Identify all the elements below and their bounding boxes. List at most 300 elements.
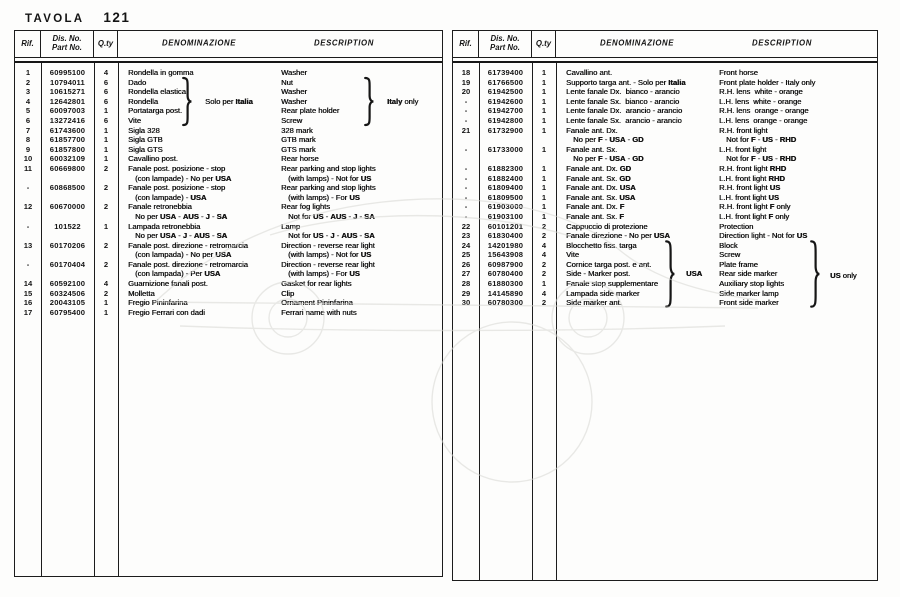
text-line: Not for F - US - RHD xyxy=(726,154,797,164)
table-row xyxy=(15,68,442,78)
rif-cell: 23 xyxy=(461,231,471,241)
text-line: Lente fanale Sx. arancio - arancio xyxy=(566,115,682,125)
part-number-cell: 61942500 xyxy=(487,87,524,97)
row-text-cell xyxy=(556,164,877,174)
description-cell xyxy=(281,298,353,308)
text-line: Side marker lamp xyxy=(719,288,779,298)
rif-cell: 14 xyxy=(23,279,33,289)
text-line: Fanale post. direzione - retromarcia xyxy=(128,240,248,250)
text-line: Fanale ant. Sx. F xyxy=(566,211,624,221)
description-cell xyxy=(281,279,351,289)
text-line: Fanale ant. Sx. xyxy=(566,144,618,154)
table-row xyxy=(453,68,877,78)
description-cell xyxy=(281,202,375,221)
text-line: Screw xyxy=(281,115,303,125)
part-number-cell: 61830400 xyxy=(487,231,524,241)
text-line: Cavallino ant. xyxy=(566,68,613,77)
part-number-cell: 61882300 xyxy=(487,163,524,173)
text-line: Rear parking and stop lights xyxy=(281,183,376,193)
part-number-cell: 61766500 xyxy=(487,77,524,87)
qty-cell: 1 xyxy=(541,125,547,135)
table-row xyxy=(15,202,442,221)
col-header-partno: Dis. No. Part No. xyxy=(479,31,532,57)
description-cell xyxy=(281,126,313,136)
row-text-cell xyxy=(556,87,877,97)
part-number-cell: 60669800 xyxy=(49,163,86,173)
rif-cell: 16 xyxy=(23,298,33,308)
description-cell xyxy=(719,269,777,279)
qty-cell: 1 xyxy=(541,115,547,125)
brace-icon xyxy=(363,77,374,126)
description-cell xyxy=(719,298,779,308)
text-line: Blocchetto fiss. targa xyxy=(566,240,637,250)
part-number-cell: 60670000 xyxy=(49,202,86,212)
text-line: Rear fog lights xyxy=(281,202,330,212)
part-number-cell: 60324506 xyxy=(49,288,86,298)
part-number-cell: 61942600 xyxy=(487,96,524,106)
description-cell xyxy=(719,174,785,184)
table-row xyxy=(15,154,442,164)
description-cell xyxy=(281,183,376,202)
row-text-cell xyxy=(556,289,877,299)
table-row xyxy=(15,222,442,241)
text-line: Auxiliary stop lights xyxy=(719,279,784,289)
rif-cell: - xyxy=(464,202,468,212)
row-text-cell xyxy=(556,68,877,78)
table-row xyxy=(453,164,877,174)
text-line: R.H. lens orange - orange xyxy=(719,106,809,116)
qty-cell: 1 xyxy=(103,298,109,308)
rif-cell: 7 xyxy=(25,125,31,135)
text-line: Fregio Ferrari con dadi xyxy=(128,307,205,317)
rif-cell: 22 xyxy=(461,221,471,231)
text-line: (with lamps) - Not for US xyxy=(288,250,372,260)
qty-cell: 1 xyxy=(541,173,547,183)
qty-cell: 1 xyxy=(541,77,547,87)
description-cell xyxy=(719,97,801,107)
table-row xyxy=(15,279,442,289)
parts-table-left xyxy=(14,30,443,577)
part-number-cell: 60101201 xyxy=(487,221,524,231)
text-line: Lente fanale Dx. arancio - arancio xyxy=(566,106,683,116)
part-number-cell: 13272416 xyxy=(49,115,86,125)
description-cell xyxy=(719,231,807,241)
qty-cell: 1 xyxy=(103,154,109,164)
text-line: Fanale ant. Sx. GD xyxy=(566,173,631,183)
row-text-cell xyxy=(556,78,877,88)
text-line: Lente fanale Dx. bianco - arancio xyxy=(566,87,680,97)
part-number-cell: 61903100 xyxy=(487,211,524,221)
part-number-cell: 60170206 xyxy=(49,240,86,250)
text-line: Front horse xyxy=(719,68,758,77)
qty-cell: 1 xyxy=(541,202,547,212)
row-text-cell xyxy=(118,289,442,299)
table-row xyxy=(15,116,442,126)
description-cell xyxy=(281,289,294,299)
row-text-cell xyxy=(118,183,442,202)
text-line: Fanale ant. Sx. USA xyxy=(566,192,636,202)
description-cell xyxy=(719,164,786,174)
row-text-cell xyxy=(118,68,442,78)
group-label-solo-per-italia: Solo per Italia xyxy=(205,97,253,106)
qty-cell: 2 xyxy=(541,221,547,231)
qty-cell: 6 xyxy=(103,115,109,125)
qty-cell: 2 xyxy=(103,183,109,193)
rif-cell: - xyxy=(464,144,468,154)
qty-cell: 2 xyxy=(103,202,109,212)
row-text-cell xyxy=(118,87,442,97)
text-line: R.H. front light xyxy=(719,125,768,135)
rif-cell: 26 xyxy=(461,259,471,269)
col-header-description: DESCRIPTION xyxy=(752,38,812,48)
qty-cell: 2 xyxy=(541,259,547,269)
text-line: Nut xyxy=(281,77,293,87)
table-row xyxy=(453,174,877,184)
table-row xyxy=(453,193,877,203)
rif-cell: 30 xyxy=(461,298,471,308)
rif-cell: 27 xyxy=(461,269,471,279)
part-number-cell: 60987900 xyxy=(487,259,524,269)
description-cell xyxy=(719,202,790,212)
row-text-cell xyxy=(556,126,877,145)
text-line: Plate frame xyxy=(719,259,758,269)
row-text-cell xyxy=(556,97,877,107)
part-number-cell: 60592100 xyxy=(49,279,86,289)
qty-cell: 1 xyxy=(103,125,109,135)
group-label-italy-only: Italy only xyxy=(387,97,419,106)
qty-cell: 4 xyxy=(541,288,547,298)
part-number-cell: 60097003 xyxy=(49,106,86,116)
text-line: Rear horse xyxy=(281,154,319,164)
table-row xyxy=(453,212,877,222)
row-text-cell xyxy=(118,135,442,145)
row-text-cell xyxy=(556,241,877,251)
qty-cell: 1 xyxy=(541,163,547,173)
text-line: Not for US - AUS - J - SA xyxy=(288,211,375,221)
rif-cell: 21 xyxy=(461,125,471,135)
text-line: (with lamps) - For US xyxy=(288,269,360,279)
rif-cell: 15 xyxy=(23,288,33,298)
text-line: Molletta xyxy=(128,288,155,298)
text-line: Fanale ant. Dx. F xyxy=(566,202,625,212)
description-cell xyxy=(719,106,809,116)
qty-cell: 1 xyxy=(541,183,547,193)
group-brace xyxy=(664,240,675,308)
row-text-cell xyxy=(118,241,442,260)
text-line: GTS mark xyxy=(281,144,316,154)
rif-cell: 3 xyxy=(25,87,31,97)
table-row xyxy=(453,97,877,107)
table-row xyxy=(15,308,442,318)
row-text-cell xyxy=(556,106,877,116)
text-line: R.H. front light RHD xyxy=(719,163,787,173)
qty-cell: 1 xyxy=(103,106,109,116)
table-row xyxy=(15,241,442,260)
text-line: Direction light - Not for US xyxy=(719,231,808,241)
qty-cell: 1 xyxy=(103,135,109,145)
text-line: Vite xyxy=(128,115,141,125)
tavola-number: 121 xyxy=(103,10,131,25)
qty-cell: 1 xyxy=(103,144,109,154)
qty-cell: 1 xyxy=(103,221,109,231)
description-cell xyxy=(281,145,316,155)
table-row xyxy=(15,106,442,116)
row-text-cell xyxy=(556,222,877,232)
part-number-cell: 61942800 xyxy=(487,115,524,125)
text-line: Rear plate holder xyxy=(281,106,340,116)
text-line: L.H. lens white - orange xyxy=(719,96,802,106)
row-text-cell xyxy=(118,116,442,126)
row-text-cell xyxy=(556,193,877,203)
qty-cell: 1 xyxy=(103,307,109,317)
description-cell xyxy=(719,116,807,126)
description-cell xyxy=(719,193,779,203)
description-cell xyxy=(281,97,307,107)
parts-table-right xyxy=(452,30,878,581)
col-header-denominazione: DENOMINAZIONE xyxy=(599,38,675,48)
description-cell xyxy=(281,154,319,164)
text-line: Washer xyxy=(281,87,307,97)
text-line: Lente fanale Sx. bianco - arancio xyxy=(566,96,680,106)
description-cell xyxy=(281,308,357,318)
table-row xyxy=(15,78,442,88)
text-line: (con lampade) - USA xyxy=(135,192,207,202)
row-text-cell xyxy=(556,298,877,308)
table-row xyxy=(15,164,442,183)
text-line: Dado xyxy=(128,77,147,87)
row-text-cell xyxy=(118,279,442,289)
tavola-label: TAVOLA xyxy=(25,13,85,25)
text-line: Front plate holder - Italy only xyxy=(719,77,816,87)
text-line: No per F - USA - GD xyxy=(573,135,644,145)
part-number-cell: 61857700 xyxy=(49,135,86,145)
qty-cell: 2 xyxy=(541,298,547,308)
text-line: No per USA - J - AUS - SA xyxy=(135,231,228,241)
description-cell xyxy=(281,87,307,97)
rif-cell: - xyxy=(464,183,468,193)
part-number-cell: 60795400 xyxy=(49,307,86,317)
text-line: Fanale direzione - No per USA xyxy=(566,231,670,241)
table-row xyxy=(15,87,442,97)
group-label-us-only: US only xyxy=(830,271,857,280)
row-text-cell xyxy=(556,279,877,289)
text-line: Sigla 328 xyxy=(128,125,160,135)
part-number-cell: 20043105 xyxy=(49,298,86,308)
rif-cell: - xyxy=(26,221,30,231)
table-body xyxy=(453,63,877,580)
part-number-cell: 61809400 xyxy=(487,183,524,193)
rif-cell: 25 xyxy=(461,250,471,260)
text-line: Washer xyxy=(281,68,307,77)
text-line: (con lampada) - Per USA xyxy=(135,269,221,279)
text-line: L.H. lens orange - orange xyxy=(719,115,808,125)
rif-cell: 10 xyxy=(23,154,33,164)
text-line: Side marker ant. xyxy=(566,298,622,308)
qty-cell: 4 xyxy=(541,240,547,250)
qty-cell: 1 xyxy=(541,279,547,289)
row-text-cell xyxy=(118,260,442,279)
part-number-cell: 14201980 xyxy=(487,240,524,250)
table-header xyxy=(15,31,442,58)
row-text-cell xyxy=(118,202,442,221)
part-number-cell: 61882400 xyxy=(487,173,524,183)
qty-cell: 1 xyxy=(541,87,547,97)
rif-cell: - xyxy=(464,163,468,173)
table-row xyxy=(453,78,877,88)
part-number-cell: 61880300 xyxy=(487,279,524,289)
table-row xyxy=(453,222,877,232)
rif-cell: - xyxy=(464,106,468,116)
row-text-cell xyxy=(556,212,877,222)
table-header xyxy=(453,31,877,58)
table-row xyxy=(453,145,877,164)
description-cell xyxy=(281,106,339,116)
col-header-denominazione: DENOMINAZIONE xyxy=(161,38,237,48)
part-number-cell: 60780300 xyxy=(487,298,524,308)
row-text-cell xyxy=(556,174,877,184)
text-line: Sigla GTS xyxy=(128,144,163,154)
rif-cell: - xyxy=(464,211,468,221)
text-line: Not for US - J - AUS - SA xyxy=(288,231,375,241)
brace-icon xyxy=(664,240,675,308)
description-cell xyxy=(281,164,376,183)
description-cell xyxy=(719,250,740,260)
text-line: Fregio Pininfarina xyxy=(128,298,188,308)
text-line: Gasket for rear lights xyxy=(281,279,352,289)
rif-cell: 4 xyxy=(25,96,31,106)
col-header-description: DESCRIPTION xyxy=(314,38,374,48)
row-text-cell xyxy=(556,183,877,193)
description-cell xyxy=(281,116,302,126)
rif-cell: 17 xyxy=(23,307,33,317)
col-header-qty: Q.ty xyxy=(94,31,118,57)
text-line: Rear parking and stop lights xyxy=(281,163,376,173)
table-row xyxy=(453,87,877,97)
text-line: Fanale ant. Dx. USA xyxy=(566,183,636,193)
col-header-rif: Rif. xyxy=(453,31,479,57)
qty-cell: 1 xyxy=(541,211,547,221)
row-text-cell xyxy=(118,78,442,88)
text-line: (con lampada) - No per USA xyxy=(135,250,232,260)
text-line: Portatarga post. xyxy=(128,106,183,116)
text-line: Direction - reverse rear light xyxy=(281,240,375,250)
text-line: L.H. front light RHD xyxy=(719,173,785,183)
qty-cell: 2 xyxy=(103,163,109,173)
col-header-rif: Rif. xyxy=(15,31,41,57)
row-text-cell xyxy=(556,116,877,126)
text-line: (with lamps) - For US xyxy=(288,192,360,202)
rif-cell: 1 xyxy=(25,68,31,77)
text-line: Ornament Pininfarina xyxy=(281,298,353,308)
text-line: Lampada retronebbia xyxy=(128,221,201,231)
rif-cell: - xyxy=(26,183,30,193)
text-line: Rondella elastica xyxy=(128,87,186,97)
part-number-cell: 60170404 xyxy=(49,259,86,269)
rif-cell: 24 xyxy=(461,240,471,250)
row-text-cell xyxy=(556,202,877,212)
text-line: Rondella xyxy=(128,96,158,106)
part-number-cell: 12642801 xyxy=(49,96,86,106)
qty-cell: 2 xyxy=(103,288,109,298)
text-line: (con lampade) - No per USA xyxy=(135,173,232,183)
row-text-cell xyxy=(556,269,877,279)
part-number-cell: 60780400 xyxy=(487,269,524,279)
row-text-cell xyxy=(118,164,442,183)
text-line: Fanale ant. Dx. xyxy=(566,125,618,135)
text-line: Cornice targa post. e ant. xyxy=(566,259,652,269)
qty-cell: 4 xyxy=(103,68,109,77)
text-line: Block xyxy=(719,240,738,250)
description-cell xyxy=(719,78,815,88)
text-line: Not for F - US - RHD xyxy=(726,135,797,145)
qty-cell: 1 xyxy=(541,144,547,154)
text-line: Supporto targa ant. - Solo per Italia xyxy=(566,77,686,87)
text-line: Direction - reverse rear light xyxy=(281,259,375,269)
description-cell xyxy=(281,241,375,260)
rif-cell: 12 xyxy=(23,202,33,212)
text-line: Ferrari name with nuts xyxy=(281,307,357,317)
text-line: Sigla GTB xyxy=(128,135,163,145)
part-number-cell: 60995100 xyxy=(49,68,86,77)
qty-cell: 2 xyxy=(103,259,109,269)
rif-cell: 2 xyxy=(25,77,31,87)
rif-cell: 5 xyxy=(25,106,31,116)
group-brace xyxy=(363,77,374,126)
rif-cell: - xyxy=(464,173,468,183)
group-brace xyxy=(809,240,820,308)
table-row xyxy=(15,183,442,202)
description-cell xyxy=(281,78,293,88)
row-text-cell xyxy=(118,106,442,116)
rif-cell: 19 xyxy=(461,77,471,87)
table-row xyxy=(15,298,442,308)
table-row xyxy=(15,126,442,136)
col-header-partno: Dis. No. Part No. xyxy=(41,31,94,57)
part-number-cell: 60868500 xyxy=(49,183,86,193)
row-text-cell xyxy=(118,126,442,136)
text-line: R.H. lens white - orange xyxy=(719,87,803,97)
text-line: (with lamps) - Not for US xyxy=(288,173,372,183)
rif-cell: - xyxy=(464,115,468,125)
description-cell xyxy=(719,279,784,289)
part-number-cell: 15643908 xyxy=(487,250,524,260)
rif-cell: 18 xyxy=(461,68,471,77)
text-line: No per USA - AUS - J - SA xyxy=(135,211,228,221)
text-line: R.H. front light US xyxy=(719,183,781,193)
text-line: Fanale post. posizione - stop xyxy=(128,183,226,193)
qty-cell: 6 xyxy=(103,96,109,106)
row-text-cell xyxy=(556,250,877,260)
qty-cell: 4 xyxy=(103,279,109,289)
text-line: Rear side marker xyxy=(719,269,778,279)
qty-cell: 1 xyxy=(541,192,547,202)
description-cell xyxy=(719,260,758,270)
text-line: GTB mark xyxy=(281,135,316,145)
qty-cell: 6 xyxy=(103,87,109,97)
row-text-cell xyxy=(118,145,442,155)
row-text-cell xyxy=(556,231,877,241)
text-line: Fanale post. direzione - retromarcia xyxy=(128,259,248,269)
qty-cell: 4 xyxy=(541,250,547,260)
text-line: Fanale post. posizione - stop xyxy=(128,163,226,173)
part-number-cell: 61733000 xyxy=(487,144,524,154)
rif-cell: 11 xyxy=(23,163,33,173)
row-text-cell xyxy=(118,222,442,241)
table-row xyxy=(453,126,877,145)
text-line: Vite xyxy=(566,250,579,260)
rif-cell: 9 xyxy=(25,144,31,154)
table-body xyxy=(15,63,442,576)
